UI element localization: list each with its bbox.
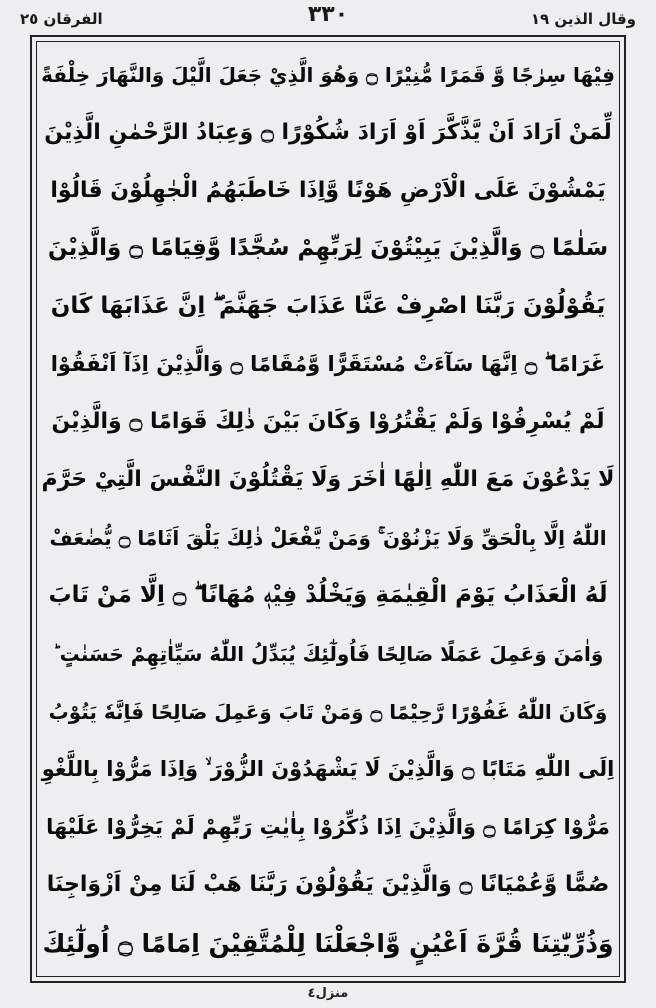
- verse-line: لَهُ الْعَذَابُ يَوْمَ الْقِيٰمَةِ وَيَخْلُدْ فِيْهٖ مُهَانًا ۖ ۝ اِلَّا مَنْ تَابَ: [48, 582, 608, 609]
- verse-line: صُمًّا وَّعُمْيَانًا ۝ وَالَّذِيْنَ يَقُوْلُوْنَ رَبَّنَا هَبْ لَنَا مِنْ اَزْوَاجِنَا: [46, 872, 610, 898]
- verse-text-block: [40, 46, 616, 972]
- verse-line: اللّٰهُ اِلَّا بِالْحَقِّ وَلَا يَزْنُوْنَ ۚ وَمَنْ يَّفْعَلْ ذٰلِكَ يَلْقَ اَثَامًا ۝ يُّضٰعَفْ: [49, 525, 607, 550]
- verse-line: اِلَى اللّٰهِ مَتَابًا ۝ وَالَّذِيْنَ لَا يَشْهَدُوْنَ الزُّوْرَ ۙ وَاِذَا مَرُّوْا بِاللَّغْوِ: [41, 756, 615, 781]
- page-header: [20, 2, 636, 32]
- verse-line: وَكَانَ اللّٰهُ غَفُوْرًا رَّحِيْمًا ۝ وَمَنْ تَابَ وَعَمِلَ صَالِحًا فَاِنَّهٗ يَتُوْبُ: [48, 699, 608, 724]
- verse-line: يَمْشُوْنَ عَلَى الْاَرْضِ هَوْنًا وَّاِذَا خَاطَبَهُمُ الْجٰهِلُوْنَ قَالُوْا: [50, 177, 606, 203]
- manzil-footer: منزل٤: [307, 986, 349, 1001]
- surah-name: الفرقان ٢٥: [20, 10, 103, 28]
- verse-line: فِيْهَا سِرٰجًا وَّ قَمَرًا مُّنِيْرًا ۝ وَهُوَ الَّذِيْ جَعَلَ الَّيْلَ وَالنَّهَارَ خِلْفَةً: [41, 62, 615, 87]
- juz-name: وقال الذين ١٩: [530, 10, 636, 28]
- verse-line: غَرَامًا ۖ ۝ اِنَّهَا سَآءَتْ مُسْتَقَرًّا وَّمُقَامًا ۝ وَالَّذِيْنَ اِذَآ اَنْفَقُوْا: [50, 351, 606, 376]
- verse-line: وَذُرِّيّٰتِنَا قُرَّةَ اَعْيُنٍ وَّاجْعَلْنَا لِلْمُتَّقِيْنَ اِمَامًا ۝ اُولٰٓئِكَ: [42, 928, 614, 958]
- verse-line: وَاٰمَنَ وَعَمِلَ عَمَلًا صَالِحًا فَاُولٰٓئِكَ يُبَدِّلُ اللّٰهُ سَيِّاٰتِهِمْ حَسَنٰتٍ ؕ: [52, 641, 604, 666]
- verse-line: مَرُّوْا كِرَامًا ۝ وَالَّذِيْنَ اِذَا ذُكِّرُوْا بِاٰيٰتِ رَبِّهِمْ لَمْ يَخِرُّوْا عَلَيْهَا: [46, 814, 610, 839]
- verse-line: لَمْ يُسْرِفُوْا وَلَمْ يَقْتُرُوْا وَكَانَ بَيْنَ ذٰلِكَ قَوَامًا ۝ وَالَّذِيْنَ: [51, 409, 605, 435]
- verse-line: لَا يَدْعُوْنَ مَعَ اللّٰهِ اِلٰهًا اٰخَرَ وَلَا يَقْتُلُوْنَ النَّفْسَ الَّتِيْ حَرَّمَ: [41, 467, 615, 493]
- verse-line: لِّمَنْ اَرَادَ اَنْ يَّذَّكَّرَ اَوْ اَرَادَ شُكُوْرًا ۝ وَعِبَادُ الرَّحْمٰنِ الَّذِيْنَ: [44, 119, 612, 145]
- verse-line: يَقُوْلُوْنَ رَبَّنَا اصْرِفْ عَنَّا عَذَابَ جَهَنَّمَ ۖ اِنَّ عَذَابَهَا كَانَ: [50, 292, 606, 319]
- page-number: ٣٣٠: [307, 2, 349, 27]
- verse-line: سَلٰمًا ۝ وَالَّذِيْنَ يَبِيْتُوْنَ لِرَبِّهِمْ سُجَّدًا وَّقِيَامًا ۝ وَالَّذِيْنَ: [47, 235, 609, 262]
